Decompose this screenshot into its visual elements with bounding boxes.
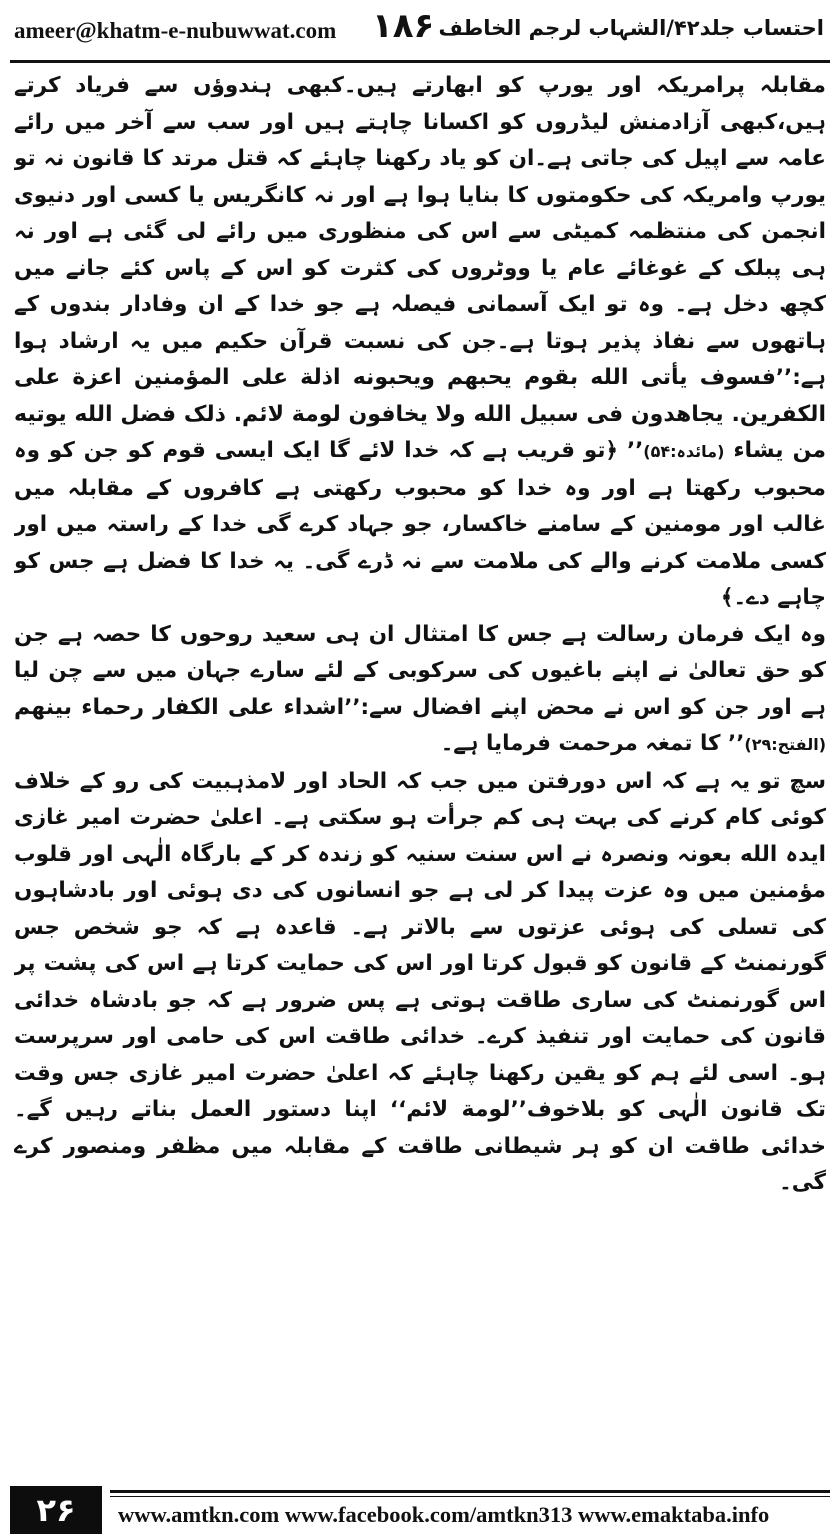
paragraph-3 — [14, 764, 826, 1202]
footer-rule — [110, 1490, 830, 1493]
page-footer — [0, 1484, 840, 1540]
quran-verse-maidah: فسوف یأتی الله بقوم یحبهم ویحبونه اذلة علی المؤمنین اعزة علی الکفرین. یجاهدون فی سبیل الله ولا یخافون لومة لائم. ذلک فضل الله یوتیه من یشاء — [14, 365, 826, 463]
verse-reference-fath: (الفتح:۲۹) — [744, 735, 826, 754]
paragraph-1-intro: مقابلہ پرامریکہ اور یورپ کو ابھارتے ہیں۔کبھی ہندوؤں سے فریاد کرتے ہیں،کبھی آزادمنش لیڈروں کو اکسانا چاہتے ہیں اور سب سے آخر میں رائے عامہ سے اپیل کی جاتی ہے۔ان کو یاد رکھنا چاہئے کہ قتل مرتد کا قانون نہ تو یورپ وامریکہ کی حکومتوں کا بنایا ہوا ہے اور نہ کانگریس یا کسی اور دنیوی انجمن کی منتظمہ کمیٹی سے اس کی منظوری میں رائے لی گئی ہے اور نہ ہی پبلک کے غوغائے عام یا ووٹروں کی کثرت کو اس کے پاس کئے جانے میں کچھ دخل ہے۔ وہ تو ایک آسمانی فیصلہ ہے جو خدا کے ان وفادار بندوں کے ہاتھوں سے نفاذ پذیر ہوتا ہے۔جن کی نسبت قرآن حکیم میں یہ ارشاد ہوا ہے:’’ — [14, 73, 826, 390]
header-rule — [10, 60, 830, 63]
verse-reference-maidah: (مائدہ:۵۴) — [643, 442, 725, 461]
arabic-phrase: لومة لائم — [406, 1097, 511, 1122]
page-body — [14, 68, 826, 1480]
book-title: احتساب جلد۴۲/الشہاب لرجم الخاطف — [438, 16, 824, 40]
paragraph-2-intro: وہ ایک فرمان رسالت ہے جس کا امتثال ان ہی سعید روحوں کا حصہ ہے جن کو حق تعالیٰ نے اپنے باغیوں کی سرکوبی کے لئے سارے جہان میں سے چن لیا ہے اور جن کو اس نے محض اپنے افضال سے:’’ — [14, 621, 826, 720]
quran-verse-fath: اشداء علی الکفار رحماء بینهم — [14, 694, 345, 720]
footer-rule-thin — [110, 1496, 830, 1497]
verse-translation: ’’ ﴿تو قریب ہے کہ خدا لائے گا ایک ایسی قوم کو جن کو وہ محبوب رکھتا ہے اور وہ خدا کو محبوب رکھتی ہے کافروں کے مقابلہ میں غالب اور مومنین کے سامنے خاکسار، جو جہاد کرے گی خدا کے راستہ میں اور کسی ملامت کرنے والے کی ملامت سے نہ ڈرے گی۔ یہ خدا کا فضل ہے جس کو چاہے دے۔﴾ — [14, 438, 826, 610]
page-header — [0, 0, 840, 62]
page-number: ۱۸۶ — [372, 6, 435, 46]
volume-badge: ۲۶ — [10, 1486, 102, 1534]
footer-links: www.amtkn.com www.facebook.com/amtkn313 www.emaktaba.info — [118, 1502, 770, 1527]
header-email: ameer@khatm-e-nubuwwat.com — [14, 18, 337, 43]
paragraph-2-outro: ’’ کا تمغہ مرحمت فرمایا ہے۔ — [440, 731, 745, 756]
paragraph-1 — [14, 68, 826, 617]
paragraph-2 — [14, 617, 826, 764]
paragraph-3-text: سچ تو یہ ہے کہ اس دورفتن میں جب کہ الحاد اور لامذہبیت کی رو کے خلاف کوئی کام کرنے کی بہت ہی کم جرأت ہو سکتی ہے۔ اعلیٰ حضرت امیر غازی ایدہ الله بعونہ ونصرہ نے اس سنت سنیہ کو زندہ کر کے بارگاہ الٰہی اور قلوب مؤمنین میں وہ عزت پیدا کر لی ہے جو انسانوں کی دی ہوئی اور بادشاہوں کی تسلی کی ہوئی عزتوں سے بالاتر ہے۔ قاعدہ ہے کہ جو شخص جس گورنمنٹ کے قانون کو قبول کرتا اور اس کی حمایت کرتا ہے اس کی پشت پر اس گورنمنٹ کی ساری طاقت ہوتی ہے پس ضرور ہے کہ جو بادشاہ خدائی قانون کی حمایت اور تنفیذ کرے۔ خدائی طاقت اس کی حامی اور سرپرست ہو۔ اسی لئے ہم کو یقین رکھنا چاہئے کہ اعلیٰ حضرت امیر غازی جس وقت تک قانون الٰہی کو بلاخوف’’ — [14, 768, 826, 1122]
paragraph-3-outro: ‘‘ اپنا دستور العمل بناتے رہیں گے۔ خدائی طاقت ان کو ہر شیطانی طاقت کے مقابلہ میں مظفر ومنصور کرے گی۔ — [14, 1097, 826, 1195]
